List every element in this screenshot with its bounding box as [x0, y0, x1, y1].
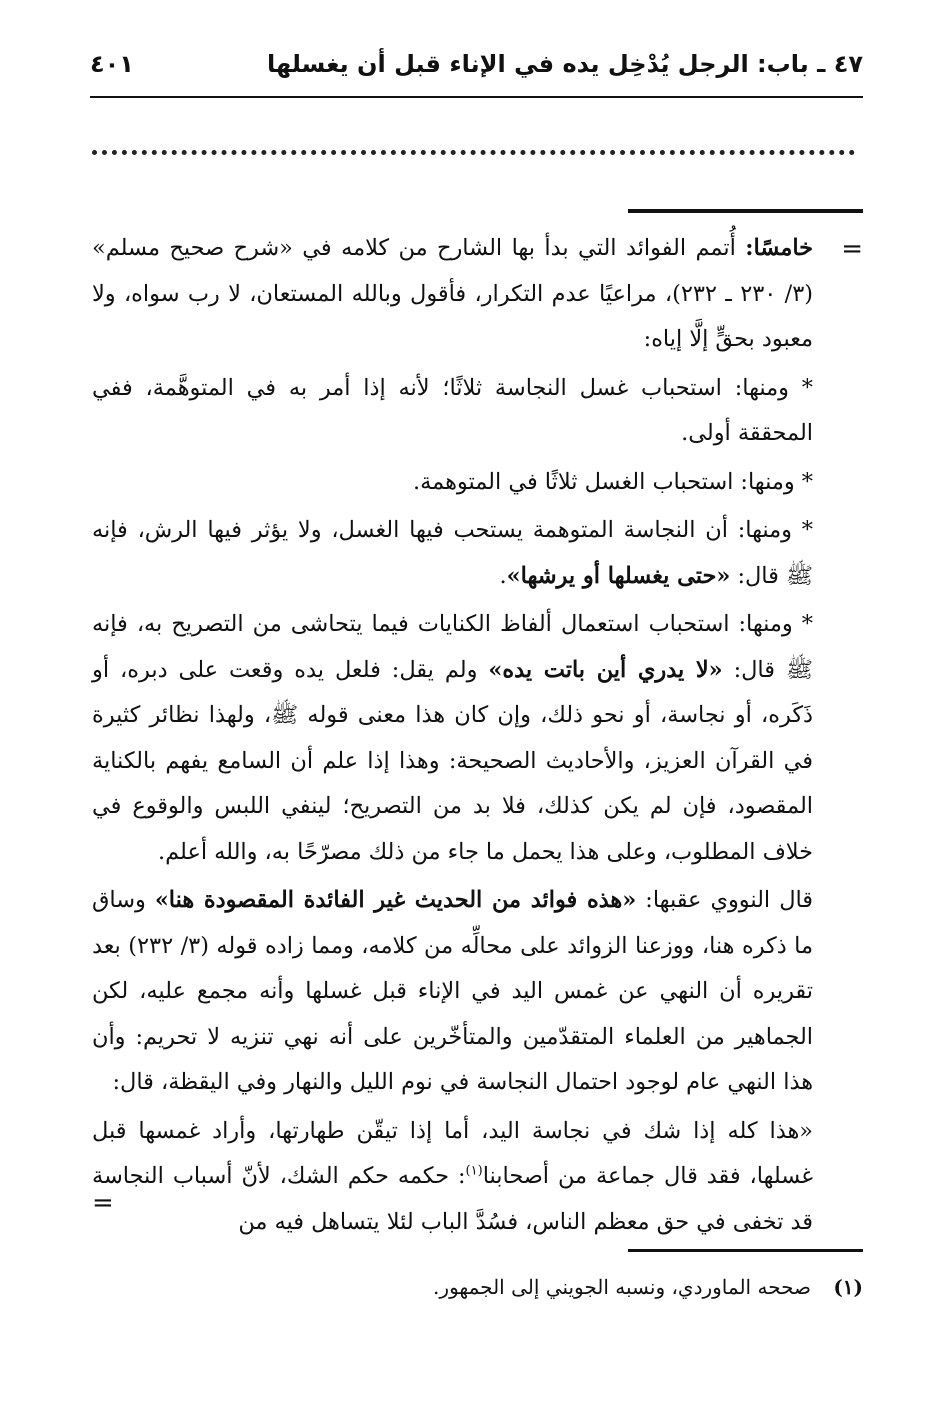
paragraph-6	[92, 878, 813, 1106]
footnote-reference: (١)	[465, 1163, 483, 1179]
body-text	[92, 226, 813, 1248]
paragraph-text: * ومنها: أن النجاسة المتوهمة يستحب فيها الغسل، ولا يؤثر فيها الرش، فإنه ﷺ قال:	[92, 517, 813, 589]
hadith-quote: «حتى يغسلها أو يرشها»	[506, 562, 731, 589]
paragraph-7	[92, 1109, 813, 1246]
paragraph-2: * ومنها: استحباب غسل النجاسة ثلاثًا؛ لأنه إذا أمر به في المتوهَّمة، ففي المحققة أولى.	[92, 374, 813, 446]
continuation-rule	[628, 209, 863, 213]
paragraph-lead: خامسًا:	[745, 235, 813, 261]
header-rule	[90, 96, 863, 98]
footnote-text: صححه الماوردي، ونسبه الجويني إلى الجمهور.	[433, 1275, 811, 1299]
paragraph-text: أُتمم الفوائد التي بدأ بها الشارح من كلامه في «شرح صحيح مسلم» (٣/ ٢٣٠ ـ ٢٣٢)، مراعيًا عدم التكرار، فأقول وبالله المستعان، لا رب سواه، ولا معبود بحقٍّ إلَّا إياه:	[92, 235, 813, 352]
nawawi-quote: «هذه فوائد من الحديث غير الفائدة المقصودة هنا»	[154, 887, 637, 913]
dotted-separator	[92, 150, 855, 155]
running-title: ٤٧ ـ باب: الرجل يُدْخِل يده في الإناء قبل أن يغسلها	[267, 50, 863, 78]
continuation-mark-end: =	[92, 1188, 114, 1218]
paragraph-1	[92, 226, 813, 363]
footnote	[92, 1270, 863, 1304]
paragraph-text-end: .	[499, 562, 507, 589]
paragraph-text-continued: وساق ما ذكره هنا، ووزعنا الزوائد على محالِّه من كلامه، ومما زاده قوله (٣/ ٢٣٢) بعد تقريره أن النهي عن غمس اليد في الإناء قبل غسلها وأنه مجمع عليه، لكن الجماهير من العلماء المتقدّمين والمتأخّرين على أنه نهي تنزيه لا تحريم: وأن هذا النهي عام لوجود احتمال النجاسة في نوم الليل والنهار وفي اليقظة، قال:	[92, 887, 813, 1095]
page-header	[90, 50, 863, 90]
hadith-quote: «لا يدري أين باتت يده»	[488, 656, 723, 683]
paragraph-text: * ومنها: استحباب استعمال ألفاظ الكنايات فيما يتحاشى من التصريح به، فإنه ﷺ قال:	[92, 611, 813, 683]
paragraph-3: * ومنها: استحباب الغسل ثلاثًا في المتوهمة.	[413, 468, 813, 495]
paragraph-text: «هذا كله إذا شك في نجاسة اليد، أما إذا تيقّن طهارتها، وأراد غمسها قبل غسلها، فقد قال جماعة من أصحابنا	[92, 1117, 813, 1189]
paragraph-5	[92, 602, 813, 875]
footnote-number: (١)	[833, 1275, 863, 1299]
page-number: ٤٠١	[90, 50, 134, 78]
footnote-rule	[628, 1249, 863, 1252]
paragraph-text-continued: ولم يقل: فلعل يده وقعت على دبره، أو ذَكَره، أو نجاسة، أو نحو ذلك، وإن كان هذا معنى قوله ﷺ، ولهذا نظائر كثيرة في القرآن العزيز، والأحاديث الصحيحة: وهذا إذا علم أن السامع يفهم بالكناية المقصود، فإن لم يكن كذلك، فلا بد من التصريح؛ لينفي اللبس والوقوع في خلاف المطلوب، وعلى هذا يحمل ما جاء من ذلك مصرّحًا به، والله أعلم.	[92, 656, 813, 865]
continuation-mark-start: =	[841, 234, 863, 264]
paragraph-text-continued: : حكمه حكم الشك، لأنّ أسباب النجاسة قد تخفى في حق معظم الناس، فسُدَّ الباب لئلا يتساهل فيه من	[92, 1163, 813, 1235]
paragraph-4	[92, 508, 813, 599]
paragraph-text: قال النووي عقبها:	[636, 887, 813, 913]
